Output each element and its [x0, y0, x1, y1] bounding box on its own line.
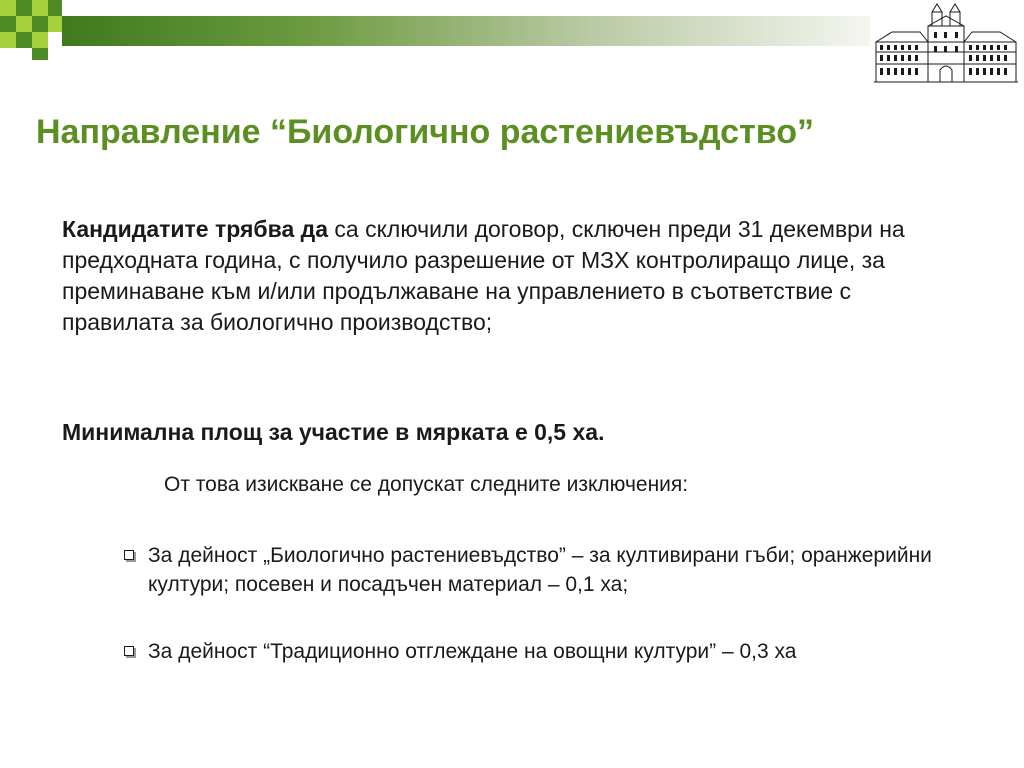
square-bullet-icon: [124, 646, 134, 656]
requirement-text: са сключили договор, сключен преди 31 декември на предходната година, с получило разрешение от МЗХ контролиращо лице, за преминаване към и/или продължаване на управлението в съответствие с правилата за биологично производство;: [62, 216, 905, 335]
exceptions-intro: От това изискване се допускат следните изключения:: [164, 473, 689, 496]
university-building-icon: [872, 2, 1020, 84]
exception-text: За дейност „Биологично растениевъдство” – за култивирани гъби; оранжерийни култури; посевен и посадъчен материал – 0,1 ха;: [148, 544, 932, 596]
square-bullet-icon: [124, 550, 134, 560]
header-gradient-bar: [62, 16, 870, 46]
exception-text: За дейност “Традиционно отглеждане на овощни култури” – 0,3 ха: [148, 640, 797, 663]
minimum-area-statement: Минимална площ за участие в мярката е 0,5 ха.: [62, 419, 605, 445]
slide-title: Направление “Биологично растениевъдство”: [36, 113, 814, 151]
requirement-lead: Кандидатите трябва да: [62, 216, 329, 242]
list-item: [124, 541, 984, 601]
list-item: [124, 637, 984, 667]
requirement-paragraph: [62, 214, 962, 338]
